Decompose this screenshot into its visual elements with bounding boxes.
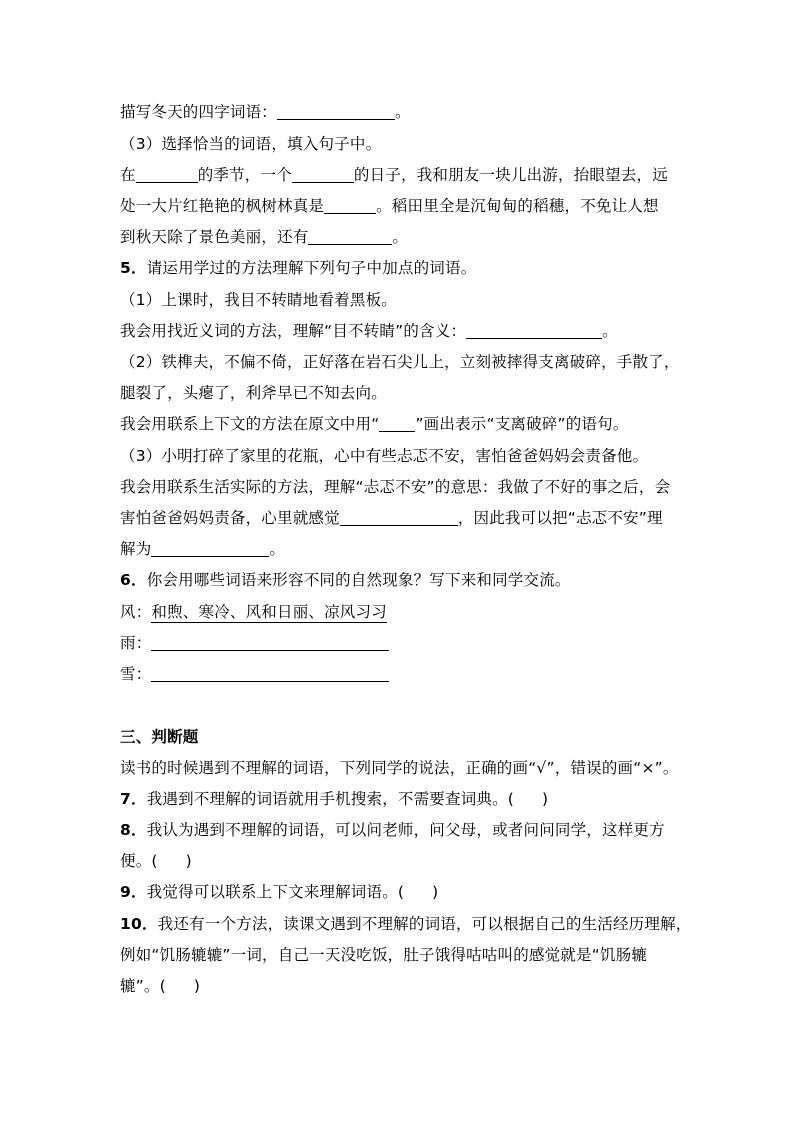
- snow-line: 雪：: [120, 664, 389, 684]
- rain-answer-blank[interactable]: [151, 634, 389, 651]
- snow-answer-blank[interactable]: [151, 665, 389, 682]
- q5-3-line-3: 解为 。: [120, 540, 286, 558]
- answer-blank[interactable]: [466, 322, 602, 339]
- wind-line: 风：和煦、寒冷、风和日丽、凉风习习: [120, 603, 387, 621]
- answer-blank[interactable]: [308, 228, 392, 245]
- q6-title: 6．你会用哪些词语来形容不同的自然现象？写下来和同学交流。: [120, 571, 571, 589]
- q10-line-1: 10．我还有一个方法，读课文遇到不理解的词语，可以根据自己的生活经历理解，: [120, 915, 692, 933]
- q10-line-3: 辘”。( ): [120, 977, 201, 995]
- q5-3-line-2: 害怕爸爸妈妈责备，心里就感觉 ，因此我可以把“忐忑不安”理: [120, 509, 663, 527]
- wind-answer: 和煦、寒冷、风和日丽、凉风习习: [151, 603, 387, 621]
- q10-line-2: 例如“饥肠辘辘”一词，自己一天没吃饭，肚子饿得咕咕叫的感觉就是“饥肠辘: [120, 946, 648, 964]
- q3-title: （3）选择恰当的词语，填入句子中。: [120, 135, 382, 153]
- answer-blank[interactable]: [379, 415, 415, 432]
- judge-intro: 读书的时候遇到不理解的词语，下列同学的说法，正确的画“√”，错误的画“×”。: [120, 759, 679, 777]
- q3-line-3: 到秋天除了景色美丽，还有 。: [120, 228, 409, 246]
- q5-2-answer: 我会用联系上下文的方法在原文中用“ ”画出表示“支离破碎”的语句。: [120, 415, 629, 433]
- q3-line-2: 处一大片红艳艳的枫树林真是 。稻田里全是沉甸甸的稻穗，不免让人想: [120, 197, 659, 215]
- winter-words-line: 描写冬天的四字词语： 。: [120, 103, 411, 121]
- q5-1: （1）上课时，我目不转睛地看着黑板。: [120, 291, 397, 309]
- rain-line: 雨：: [120, 633, 389, 653]
- q5-1-answer: 我会用找近义词的方法，理解“目不转睛”的含义： 。: [120, 322, 618, 340]
- q5-2-line-1: （2）铁榫夫，不偏不倚，正好落在岩石尖儿上，立刻被摔得支离破碎，手散了，: [120, 353, 680, 371]
- q7: 7．我遇到不理解的词语就用手机搜索，不需要查词典。( ): [120, 790, 549, 808]
- q8-line-1: 8．我认为遇到不理解的词语，可以问老师，问父母，或者问问同学，这样更方: [120, 821, 665, 839]
- answer-blank[interactable]: [340, 509, 458, 526]
- q3-line-1: 在 的季节，一个 的日子，我和朋友一块儿出游，抬眼望去，远: [120, 166, 668, 184]
- q9: 9．我觉得可以联系上下文来理解词语。( ): [120, 883, 439, 901]
- q5-3: （3）小明打碎了家里的花瓶，心中有些忐忑不安，害怕爸爸妈妈会责备他。: [120, 447, 649, 465]
- q8-line-2: 便。( ): [120, 852, 192, 870]
- answer-blank[interactable]: [277, 103, 395, 120]
- answer-blank[interactable]: [292, 166, 354, 183]
- answer-blank[interactable]: [151, 540, 269, 557]
- section-3-heading: 三、判断题: [120, 728, 199, 746]
- q5-2-line-2: 腿裂了，头瘪了，利斧早已不知去向。: [120, 384, 387, 402]
- answer-blank[interactable]: [324, 197, 376, 214]
- answer-blank[interactable]: [136, 166, 198, 183]
- q5-3-line-1: 我会用联系生活实际的方法，理解“忐忑不安”的意思：我做了不好的事之后，会: [120, 478, 671, 496]
- q5-title: 5．请运用学过的方法理解下列句子中加点的词语。: [120, 259, 477, 277]
